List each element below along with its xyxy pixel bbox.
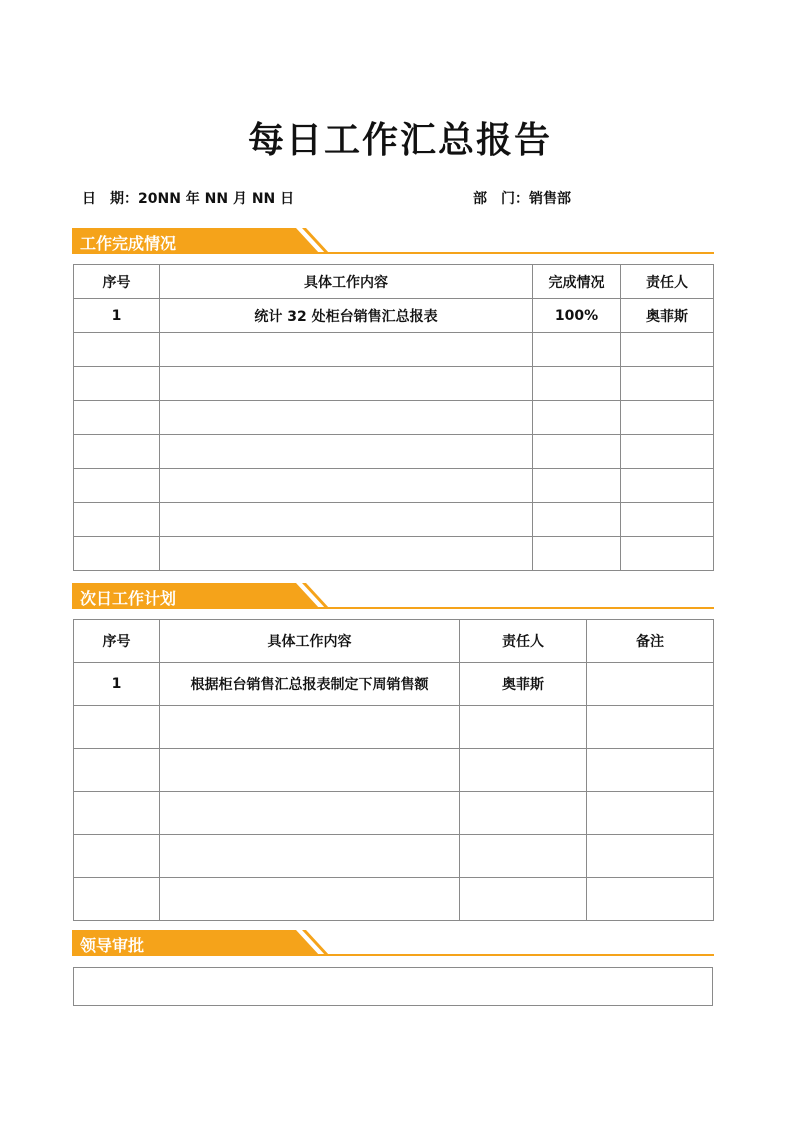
table-cell[interactable] (74, 333, 160, 367)
table-cell[interactable] (74, 537, 160, 571)
section-title: 工作完成情况 (80, 234, 177, 253)
table-cell[interactable] (621, 469, 714, 503)
table-cell[interactable] (160, 503, 533, 537)
table-cell[interactable] (160, 878, 460, 921)
table-cell[interactable]: 1 (74, 299, 160, 333)
table-cell[interactable] (160, 835, 460, 878)
table-cell[interactable] (460, 706, 587, 749)
table-cell[interactable] (621, 401, 714, 435)
table-cell[interactable] (74, 878, 160, 921)
table-cell[interactable] (74, 367, 160, 401)
column-header: 备注 (587, 620, 714, 663)
table-cell[interactable] (160, 469, 533, 503)
table-cell[interactable] (74, 749, 160, 792)
table-cell[interactable] (74, 401, 160, 435)
department-field (473, 188, 571, 208)
next-plan-table (73, 619, 714, 921)
table-cell[interactable] (587, 878, 714, 921)
date-value: 20NN 年 NN 月 NN 日 (138, 191, 295, 207)
table-cell[interactable] (587, 663, 714, 706)
table-cell[interactable] (160, 333, 533, 367)
slash-decoration-icon (290, 583, 334, 609)
table-cell[interactable] (74, 706, 160, 749)
table-row (74, 333, 714, 367)
page-title: 每日工作汇总报告 (247, 120, 552, 161)
work-done-table (73, 264, 714, 571)
table-row (74, 367, 714, 401)
table-cell[interactable] (587, 835, 714, 878)
table-cell[interactable]: 100% (533, 299, 621, 333)
column-header: 具体工作内容 (160, 620, 460, 663)
table-cell[interactable] (460, 878, 587, 921)
table-cell[interactable] (74, 469, 160, 503)
table-cell[interactable] (587, 792, 714, 835)
table-cell[interactable] (533, 333, 621, 367)
date-field (82, 188, 294, 208)
table-row (74, 503, 714, 537)
date-label: 日 期： (82, 191, 138, 207)
column-header: 完成情况 (533, 265, 621, 299)
table-cell[interactable] (533, 503, 621, 537)
table-cell[interactable] (621, 367, 714, 401)
table-row (74, 878, 714, 921)
table-cell[interactable]: 根据柜台销售汇总报表制定下周销售额 (160, 663, 460, 706)
table-cell[interactable] (460, 749, 587, 792)
table-cell[interactable]: 奥菲斯 (621, 299, 714, 333)
table-cell[interactable] (160, 749, 460, 792)
table-cell[interactable] (533, 469, 621, 503)
slash-decoration-icon (290, 228, 334, 254)
table-row (74, 835, 714, 878)
table-row (74, 706, 714, 749)
slash-decoration-icon (290, 930, 334, 956)
table-row (74, 749, 714, 792)
table-row (74, 792, 714, 835)
approval-field[interactable] (73, 967, 713, 1006)
table-cell[interactable] (621, 503, 714, 537)
table-cell[interactable] (160, 367, 533, 401)
department-label: 部 门： (473, 191, 529, 207)
table-cell[interactable] (460, 792, 587, 835)
section-header-work-done (72, 228, 714, 256)
column-header: 具体工作内容 (160, 265, 533, 299)
department-value: 销售部 (529, 191, 571, 207)
table-cell[interactable]: 奥菲斯 (460, 663, 587, 706)
table-cell[interactable] (74, 435, 160, 469)
table-cell[interactable] (74, 503, 160, 537)
table-cell[interactable] (160, 401, 533, 435)
table-cell[interactable]: 统计 32 处柜台销售汇总报表 (160, 299, 533, 333)
table-cell[interactable] (621, 537, 714, 571)
table-cell[interactable] (587, 706, 714, 749)
table-cell[interactable] (160, 537, 533, 571)
table-cell[interactable] (74, 835, 160, 878)
table-cell[interactable]: 1 (74, 663, 160, 706)
table-cell[interactable] (533, 537, 621, 571)
table-row (74, 663, 714, 706)
table-cell[interactable] (160, 706, 460, 749)
section-header-next-plan (72, 583, 714, 611)
section-underline (72, 954, 714, 956)
table-row (74, 299, 714, 333)
section-header-approval (72, 930, 714, 958)
table-cell[interactable] (460, 835, 587, 878)
table-cell[interactable] (160, 435, 533, 469)
column-header: 责任人 (621, 265, 714, 299)
column-header: 序号 (74, 265, 160, 299)
table-cell[interactable] (621, 435, 714, 469)
column-header: 序号 (74, 620, 160, 663)
table-row (74, 469, 714, 503)
table-row (74, 435, 714, 469)
table-cell[interactable] (160, 792, 460, 835)
table-cell[interactable] (587, 749, 714, 792)
table-header-row (74, 265, 714, 299)
column-header: 责任人 (460, 620, 587, 663)
table-row (74, 537, 714, 571)
table-cell[interactable] (533, 435, 621, 469)
section-title: 领导审批 (80, 936, 145, 955)
table-cell[interactable] (533, 367, 621, 401)
table-cell[interactable] (533, 401, 621, 435)
table-cell[interactable] (621, 333, 714, 367)
section-title: 次日工作计划 (80, 589, 177, 608)
table-row (74, 401, 714, 435)
table-cell[interactable] (74, 792, 160, 835)
table-header-row (74, 620, 714, 663)
